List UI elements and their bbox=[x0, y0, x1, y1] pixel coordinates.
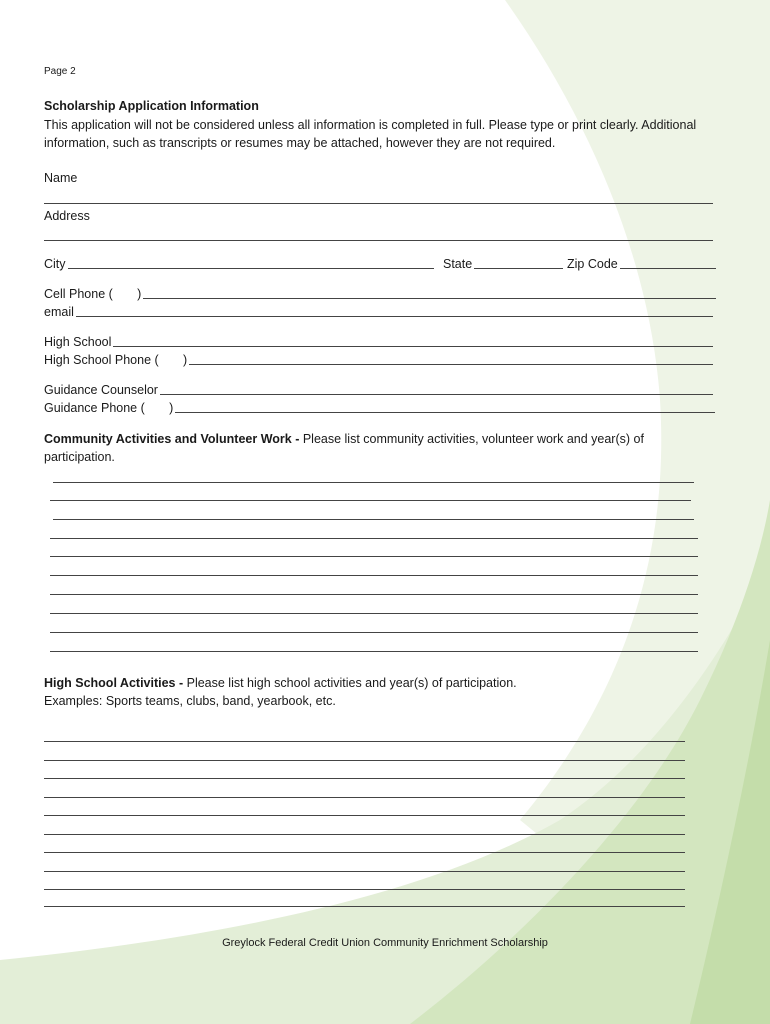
name-label: Name bbox=[44, 171, 78, 185]
high-school-phone-field[interactable] bbox=[44, 352, 713, 368]
address-field-line[interactable] bbox=[44, 240, 713, 241]
cell-phone-field[interactable] bbox=[44, 286, 716, 302]
community-line[interactable] bbox=[50, 575, 698, 576]
guidance-counselor-label: Guidance Counselor bbox=[44, 383, 158, 397]
community-line[interactable] bbox=[50, 500, 691, 501]
city-field[interactable] bbox=[44, 256, 434, 272]
community-line[interactable] bbox=[50, 632, 698, 633]
email-field[interactable] bbox=[44, 304, 713, 320]
high-school-phone-line[interactable] bbox=[189, 364, 713, 365]
high-school-activities-line[interactable] bbox=[44, 741, 685, 742]
name-field-line[interactable] bbox=[44, 203, 713, 204]
email-label: email bbox=[44, 305, 74, 319]
high-school-activities-line[interactable] bbox=[44, 889, 685, 890]
community-line[interactable] bbox=[50, 538, 698, 539]
zip-line[interactable] bbox=[620, 268, 716, 269]
zip-label: Zip Code bbox=[567, 257, 618, 271]
community-line[interactable] bbox=[50, 556, 698, 557]
city-line[interactable] bbox=[68, 268, 434, 269]
cell-phone-label: Cell Phone ( ) bbox=[44, 287, 142, 301]
guidance-phone-label: Guidance Phone ( ) bbox=[44, 401, 174, 415]
community-activities-title: Community Activities and Volunteer Work - bbox=[44, 432, 300, 446]
email-line[interactable] bbox=[76, 316, 713, 317]
community-line[interactable] bbox=[53, 519, 694, 520]
page-number: Page 2 bbox=[44, 66, 76, 77]
guidance-phone-line[interactable] bbox=[175, 412, 715, 413]
guidance-phone-field[interactable] bbox=[44, 400, 715, 416]
high-school-label: High School bbox=[44, 335, 112, 349]
cell-phone-line[interactable] bbox=[143, 298, 716, 299]
high-school-activities-heading bbox=[44, 675, 517, 691]
guidance-counselor-field[interactable] bbox=[44, 382, 713, 398]
high-school-field[interactable] bbox=[44, 334, 713, 350]
high-school-activities-instructions: Please list high school activities and year(s) of participation. bbox=[183, 676, 517, 690]
community-activities-heading bbox=[44, 430, 684, 466]
section-title-application: Scholarship Application Information bbox=[44, 99, 259, 113]
community-line[interactable] bbox=[50, 613, 698, 614]
guidance-counselor-line[interactable] bbox=[160, 394, 713, 395]
state-line[interactable] bbox=[474, 268, 563, 269]
high-school-activities-line[interactable] bbox=[44, 852, 685, 853]
high-school-activities-line[interactable] bbox=[44, 871, 685, 872]
high-school-activities-line[interactable] bbox=[44, 906, 685, 907]
high-school-activities-line[interactable] bbox=[44, 834, 685, 835]
high-school-activities-line[interactable] bbox=[44, 778, 685, 779]
community-line[interactable] bbox=[53, 482, 694, 483]
high-school-activities-examples: Examples: Sports teams, clubs, band, yearbook, etc. bbox=[44, 694, 336, 708]
high-school-phone-label: High School Phone ( ) bbox=[44, 353, 188, 367]
high-school-line[interactable] bbox=[113, 346, 713, 347]
high-school-activities-line[interactable] bbox=[44, 797, 685, 798]
community-activities-instructions: Please list community activities, volunteer work and year(s) of participation. bbox=[44, 432, 644, 464]
community-line[interactable] bbox=[50, 651, 698, 652]
state-field[interactable] bbox=[443, 256, 563, 272]
city-label: City bbox=[44, 257, 66, 271]
high-school-activities-line[interactable] bbox=[44, 815, 685, 816]
zip-field[interactable] bbox=[567, 256, 716, 272]
community-line[interactable] bbox=[50, 594, 698, 595]
page-footer: Greylock Federal Credit Union Community Enrichment Scholarship bbox=[222, 937, 548, 949]
high-school-activities-title: High School Activities - bbox=[44, 676, 184, 690]
state-label: State bbox=[443, 257, 473, 271]
high-school-activities-line[interactable] bbox=[44, 760, 685, 761]
intro-paragraph: This application will not be considered unless all information is completed in full. Please type or print clearly. Additional information, such as transcripts or resumes may be attached, however they are not required. bbox=[44, 118, 697, 150]
address-label: Address bbox=[44, 209, 90, 223]
